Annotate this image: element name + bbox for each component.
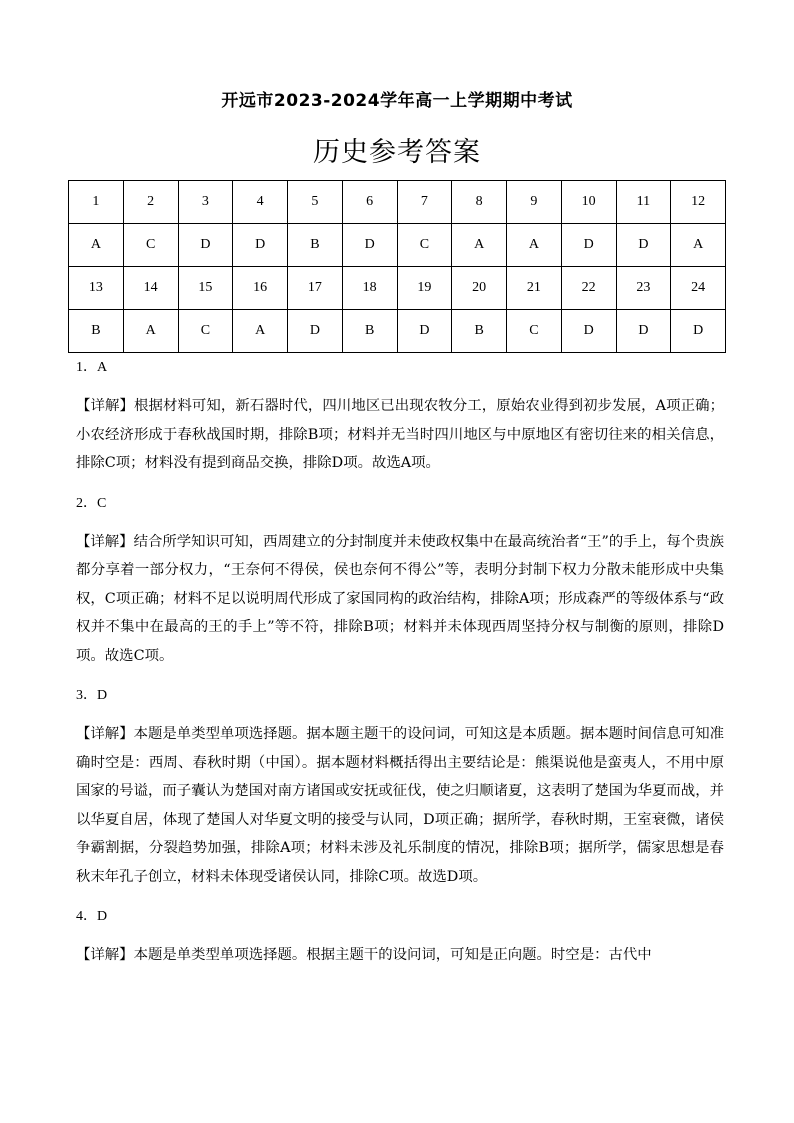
question-number-cell: 3 [178,181,233,224]
answer-cell: D [561,310,616,353]
question-number-row [69,267,726,310]
answer-cell: D [616,224,671,267]
answer-cell: B [452,310,507,353]
explanation-4 [76,901,724,970]
detail-body: 结合所学知识可知，西周建立的分封制度并未使政权集中在最高统治者“王”的手上，每个贵族都分享着一部分权力，“王奈何不得侯，侯也奈何不得公”等，表明分封制下权力分散未能形成中央集权，C项正确；材料不足以说明周代形成了家国同构的政治结构，排除A项；形成森严的等级体系与“政权并不集中在最高的王的手上”等不符，排除B项；材料并未体现西周坚持分权与制衡的原则，排除D项。故选C项。 [76,533,724,664]
question-number-cell: 23 [616,267,671,310]
detail-body: 根据材料可知，新石器时代，四川地区已出现农牧分工，原始农业得到初步发展，A项正确；小农经济形成于春秋战国时期，排除B项；材料并无当时四川地区与中原地区有密切往来的相关信息，排除C项；材料没有提到商品交换，排除D项。故选A项。 [76,398,724,471]
detail-body: 本题是单类型单项选择题。根据主题干的设问词，可知是正向题。时空是：古代中 [133,947,652,963]
answer-cell: D [342,224,397,267]
question-number-cell: 16 [233,267,288,310]
question-number-cell: 7 [397,181,452,224]
answer-cell: C [507,310,562,353]
explanation-text [76,720,724,891]
question-number-row [69,181,726,224]
answer-cell: A [233,310,288,353]
answer-cell: C [397,224,452,267]
question-number-cell: 17 [288,267,343,310]
question-number-cell: 13 [69,267,124,310]
detail-tag: 【详解】 [76,533,134,550]
explanation-text [76,392,724,478]
question-number-cell: 20 [452,267,507,310]
question-number-cell: 1 [69,181,124,224]
answer-cell: A [671,224,726,267]
question-number-cell: 15 [178,267,233,310]
answer-cell: A [123,310,178,353]
question-number-cell: 6 [342,181,397,224]
question-number-cell: 2 [123,181,178,224]
question-number-cell: 9 [507,181,562,224]
question-number-cell: 8 [452,181,507,224]
question-number-cell: 10 [561,181,616,224]
explanation-3 [76,680,724,891]
answer-cell: A [507,224,562,267]
question-number: 1．A [76,360,108,375]
question-number-cell: 24 [671,267,726,310]
answer-cell: B [69,310,124,353]
answer-row [69,310,726,353]
answer-cell: D [233,224,288,267]
answer-table [68,180,726,353]
question-number-cell: 5 [288,181,343,224]
question-number-cell: 19 [397,267,452,310]
detail-tag: 【详解】 [76,726,134,742]
explanation-1 [76,352,724,478]
document-title: 开远市2023-2024学年高一上学期期中考试 [221,91,573,111]
detail-tag: 【详解】 [76,947,134,963]
explanations [76,352,724,980]
question-number: 3．D [76,688,108,703]
detail-body: 本题是单类型单项选择题。据本题主题干的设问词，可知这是本质题。据本题时间信息可知准确时空是：西周、春秋时期（中国）。据本题材料概括得出主要结论是：熊渠说他是蛮夷人，不用中原国家的号谥，而子囊认为楚国对南方诸国或安抚或征伐，使之归顺诸夏，这表明了楚国为华夏而战，并以华夏自居，体现了楚国人对华夏文明的接受与认同，D项正确；据所学，春秋时期，王室衰微，诸侯争霸割据，分裂趋势加强，排除A项；材料未涉及礼乐制度的情况，排除B项；据所学，儒家思想是春秋末年孔子创立，材料未体现受诸侯认同，排除C项。故选D项。 [76,726,724,885]
answer-cell: D [616,310,671,353]
answer-cell: D [288,310,343,353]
question-number-cell: 18 [342,267,397,310]
question-number-cell: 12 [671,181,726,224]
answer-cell: C [123,224,178,267]
question-number: 2．C [76,495,107,511]
answer-row [69,224,726,267]
detail-tag: 【详解】 [76,398,134,414]
answer-cell: A [69,224,124,267]
answer-cell: D [671,310,726,353]
question-number-cell: 14 [123,267,178,310]
question-number-cell: 21 [507,267,562,310]
answer-cell: B [288,224,343,267]
answer-cell: D [397,310,452,353]
explanation-2 [76,488,724,671]
answer-cell: B [342,310,397,353]
answer-cell: A [452,224,507,267]
question-number-cell: 11 [616,181,671,224]
answer-cell: C [178,310,233,353]
question-number-cell: 4 [233,181,288,224]
answer-cell: D [178,224,233,267]
answer-cell: D [561,224,616,267]
explanation-text [76,941,724,970]
question-number-cell: 22 [561,267,616,310]
document-subtitle: 历史参考答案 [313,137,481,168]
explanation-text [76,528,724,671]
question-number: 4．D [76,909,108,924]
